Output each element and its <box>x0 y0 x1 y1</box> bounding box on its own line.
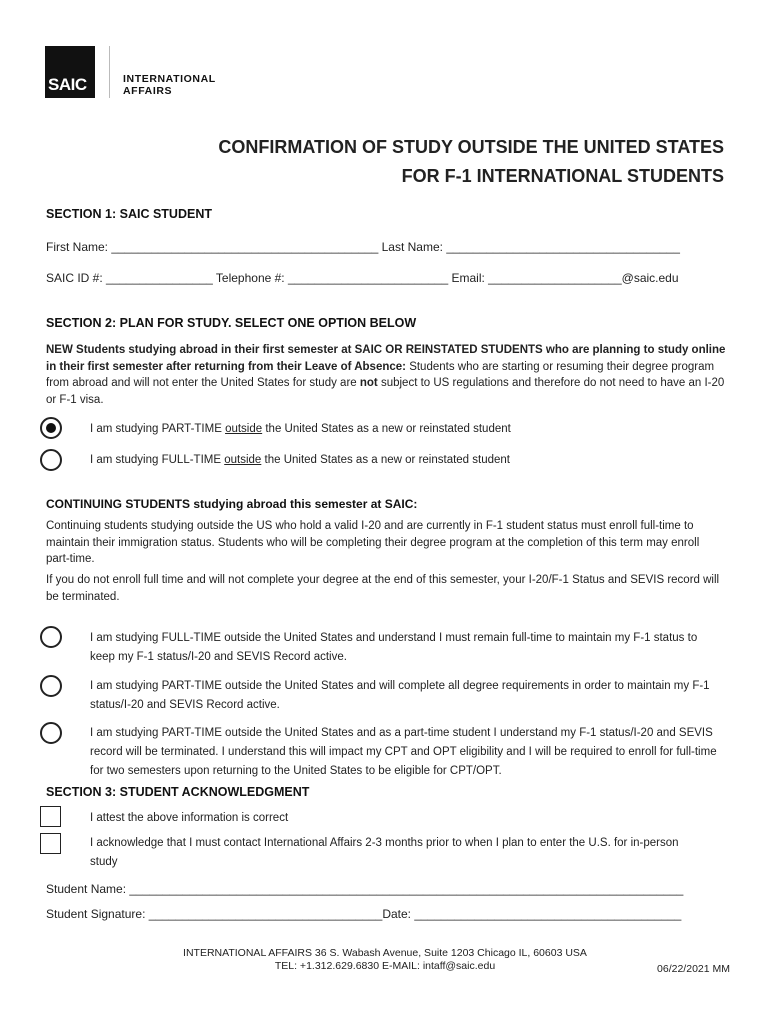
form-title: CONFIRMATION OF STUDY OUTSIDE THE UNITED STATES FOR F-1 INTERNATIONAL STUDENTS <box>218 137 724 186</box>
option-continuing-part-time-complete-label: I am studying PART-TIME outside the United States and will complete all degree requirements in order to maintain my F-1 status/I-20 and SEVIS Record active. <box>90 680 710 711</box>
radio-continuing-full-time[interactable] <box>40 626 62 648</box>
id-phone-email-row[interactable]: SAIC ID #: ________________ Telephone #: ________________________ Email: ____________________@saic.edu <box>46 271 679 285</box>
option-new-part-time-label: I am studying PART-TIME outside the United States as a new or reinstated student <box>90 423 511 435</box>
student-name-field[interactable]: Student Name: ___________________________________________________________________________________ <box>46 882 684 896</box>
name-fields-row[interactable]: First Name: ________________________________________ Last Name: ___________________________________ <box>46 240 680 254</box>
option-new-full-time-label: I am studying FULL-TIME outside the United States as a new or reinstated student <box>90 454 510 466</box>
section3-heading: SECTION 3: STUDENT ACKNOWLEDGMENT <box>46 785 310 799</box>
new-students-paragraph: NEW Students studying abroad in their first semester at SAIC OR REINSTATED STUDENTS who are planning to study online in their first semester after returning from their Leave of Absence: Students who are starting or resuming their degree program from abroad and will not enter the United States for study are not subject to US regulations and therefore do not need to have an I-20 or F-1 visa. <box>46 344 726 406</box>
continuing-paragraph-1: Continuing students studying outside the US who hold a valid I-20 and are currently in F-1 student status must enroll full-time to maintain their immigration status. Students who will be completing their degree program at the completion of this term may enroll part-time. <box>46 520 700 565</box>
checkbox-attest[interactable] <box>40 806 61 827</box>
radio-new-part-time[interactable] <box>40 417 62 439</box>
radio-continuing-part-time-complete[interactable] <box>40 675 62 697</box>
revision-date: 06/22/2021 MM <box>657 963 730 975</box>
option-continuing-full-time-label: I am studying FULL-TIME outside the United States and understand I must remain full-time to maintain my F-1 status to keep my F-1 status/I-20 and SEVIS Record active. <box>90 632 698 663</box>
section2-heading: SECTION 2: PLAN FOR STUDY. SELECT ONE OPTION BELOW <box>46 316 417 330</box>
checkbox-acknowledge[interactable] <box>40 833 61 854</box>
checkbox-attest-label: I attest the above information is correct <box>90 812 289 824</box>
saic-logo: SAIC <box>45 46 95 98</box>
department-name: INTERNATIONAL AFFAIRS <box>123 73 216 97</box>
signature-date-row[interactable]: Student Signature: ___________________________________Date: ________________________________________ <box>46 907 682 921</box>
continuing-paragraph-2: If you do not enroll full time and will not complete your degree at the end of this semester, your I-20/F-1 Status and SEVIS record will be terminated. <box>46 574 720 603</box>
footer-address: INTERNATIONAL AFFAIRS 36 S. Wabash Avenue, Suite 1203 Chicago IL, 60603 USA <box>183 947 587 959</box>
footer-contact: TEL: +1.312.629.6830 E-MAIL: intaff@saic.edu <box>274 960 496 972</box>
section1-heading: SECTION 1: SAIC STUDENT <box>46 207 212 221</box>
logo-divider <box>109 46 110 98</box>
option-continuing-part-time-terminated-label: I am studying PART-TIME outside the United States and as a part-time student I understand my F-1 status/I-20 and SEVIS record will be terminated. I understand this will impact my CPT and OPT eligibility and I will be required to enroll for full-time for two semesters upon returning to the United States to be eligible for CPT/OPT. <box>90 727 717 777</box>
radio-continuing-part-time-terminated[interactable] <box>40 722 62 744</box>
checkbox-acknowledge-label: I acknowledge that I must contact International Affairs 2-3 months prior to when I plan to enter the U.S. for in-person study <box>90 837 679 868</box>
continuing-students-heading: CONTINUING STUDENTS studying abroad this semester at SAIC: <box>46 497 418 511</box>
radio-new-full-time[interactable] <box>40 449 62 471</box>
